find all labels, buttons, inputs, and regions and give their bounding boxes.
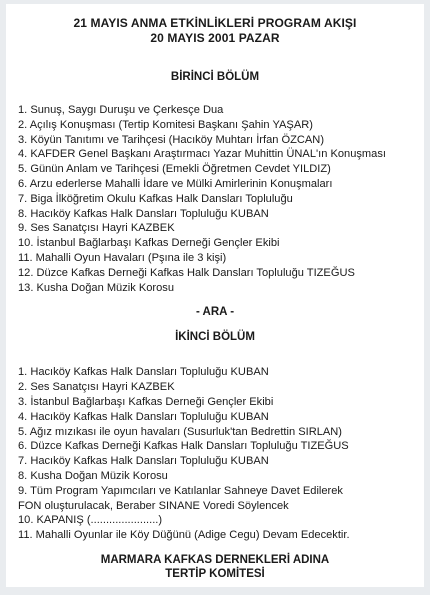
program-item: 7. Biga İlköğretim Okulu Kafkas Halk Dansları Topluluğu: [18, 192, 293, 205]
organizer-line: MARMARA KAFKAS DERNEKLERİ ADINA: [100, 553, 330, 566]
program-item: 3. Köyün Tanıtımı ve Tarihçesi (Hacıköy Muhtarı İrfan ÖZCAN): [18, 133, 325, 146]
program-sheet: [6, 4, 424, 587]
document-title: 21 MAYIS ANMA ETKİNLİKLERİ PROGRAM AKIŞI: [73, 16, 357, 30]
section-heading-part1: BİRİNCİ BÖLÜM: [170, 71, 260, 83]
program-item: 4. KAFDER Genel Başkanı Araştırmacı Yazar Muhittin ÜNAL'ın Konuşması: [18, 148, 386, 161]
program-item: 6. Arzu ederlerse Mahalli İdare ve Mülki Amirlerinin Konuşmaları: [18, 177, 333, 190]
program-item: 5. Günün Anlam ve Tarihçesi (Emekli Öğretmen Cevdet YILDIZ): [18, 163, 331, 176]
program-item: 11. Mahalli Oyunlar ile Köy Düğünü (Adige Cegu) Devam Edecektir.: [18, 529, 350, 542]
section-heading-part2: İKİNCİ BÖLÜM: [175, 331, 255, 344]
program-item: 8. Hacıköy Kafkas Halk Dansları Topluluğu KUBAN: [18, 207, 269, 220]
program-item: 11. Mahalli Oyun Havaları (Pşına ile 3 kişi): [18, 251, 227, 264]
program-item: 7. Hacıköy Kafkas Halk Dansları Topluluğu KUBAN: [18, 455, 269, 468]
part2-program-list: [18, 365, 412, 543]
program-item: 5. Ağız mızıkası ile oyun havaları (Susurluk'tan Bedrettin SIRLAN): [18, 425, 342, 438]
program-item: 2. Açılış Konuşması (Tertip Komitesi Başkanı Şahin YAŞAR): [18, 118, 313, 131]
document-date: 20 MAYIS 2001 PAZAR: [150, 31, 280, 45]
committee-line: TERTİP KOMİTESİ: [165, 567, 265, 580]
program-item: 1. Sunuş, Saygı Duruşu ve Çerkesçe Dua: [18, 104, 224, 116]
program-item: 9. Tüm Program Yapımcıları ve Katılanlar Sahneye Davet Edilerek: [18, 484, 343, 497]
program-item: 13. Kusha Doğan Müzik Korosu: [18, 281, 175, 294]
break-label: - ARA -: [195, 306, 235, 319]
part1-program-list: [18, 103, 412, 295]
program-item: 12. Düzce Kafkas Derneği Kafkas Halk Dansları Topluluğu TIZEĞUS: [18, 266, 355, 279]
program-item: 1. Hacıköy Kafkas Halk Dansları Topluluğu KUBAN: [18, 366, 269, 379]
program-item: 2. Ses Sanatçısı Hayri KAZBEK: [18, 381, 175, 394]
program-item: 8. Kusha Doğan Müzik Korosu: [18, 469, 168, 482]
program-item: 4. Hacıköy Kafkas Halk Dansları Topluluğu KUBAN: [18, 410, 269, 423]
program-item: 10. KAPANIŞ (......................): [18, 514, 163, 527]
program-item: FON oluşturulacak, Beraber SINANE Voredi Söylencek: [18, 499, 289, 512]
program-item: 3. İstanbul Bağlarbaşı Kafkas Derneği Gençler Ekibi: [18, 395, 274, 408]
program-item: 6. Düzce Kafkas Derneği Kafkas Halk Dansları Topluluğu TIZEĞUS: [18, 440, 349, 453]
program-item: 10. İstanbul Bağlarbaşı Kafkas Derneği Gençler Ekibi: [18, 237, 280, 250]
program-item: 9. Ses Sanatçısı Hayri KAZBEK: [18, 222, 175, 235]
